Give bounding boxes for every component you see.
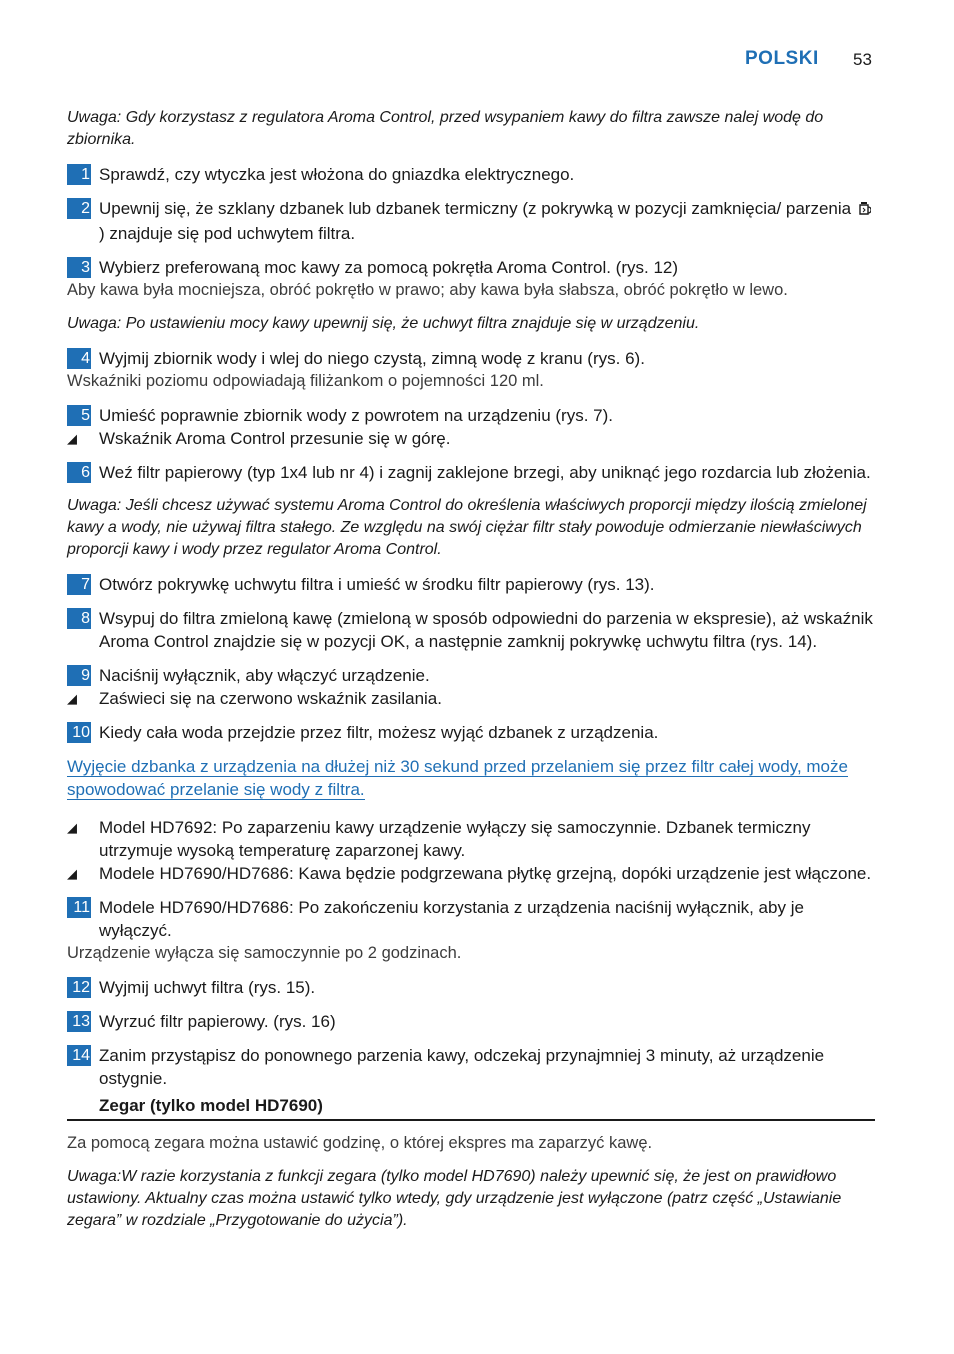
step-text: Wyjmij uchwyt filtra (rys. 15). — [99, 978, 316, 997]
bullet-text: Wskaźnik Aroma Control przesunie się w górę. — [99, 429, 451, 448]
step-number-badge: 8 — [67, 608, 91, 629]
step-number-badge: 6 — [67, 462, 91, 483]
pot-lid-icon — [857, 199, 871, 222]
section-heading: Zegar (tylko model HD7690) — [67, 1094, 875, 1121]
step-number-badge: 7 — [67, 574, 91, 595]
step-number-badge: 4 — [67, 348, 91, 369]
step-13 — [67, 1010, 875, 1033]
step-number-badge: 12 — [67, 977, 91, 998]
step-text: Wyrzuć filtr papierowy. (rys. 16) — [99, 1012, 336, 1031]
step-5 — [67, 404, 875, 427]
page-content — [67, 107, 875, 1244]
step-number-badge: 1 — [67, 164, 91, 185]
step-text: Modele HD7690/HD7686: Po zakończeniu korzystania z urządzenia naciśnij wyłącznik, aby je wyłączyć. — [99, 898, 804, 940]
bullet-text: Zaświeci się na czerwono wskaźnik zasilania. — [99, 689, 442, 708]
step-11 — [67, 896, 875, 942]
step-number-badge: 13 — [67, 1011, 91, 1032]
model-bullet-hd7690 — [67, 862, 875, 885]
bullet-arrow-icon: ◢ — [67, 691, 77, 706]
step-text: Kiedy cała woda przejdzie przez filtr, możesz wyjąć dzbanek z urządzenia. — [99, 723, 659, 742]
step-5-result — [67, 427, 875, 450]
step-text: Wybierz preferowaną moc kawy za pomocą pokrętła Aroma Control. (rys. 12) — [99, 258, 679, 277]
step-text: Otwórz pokrywkę uchwytu filtra i umieść w środku filtr papierowy (rys. 13). — [99, 575, 655, 594]
step-9 — [67, 664, 875, 687]
step-4 — [67, 347, 875, 370]
step-2 — [67, 197, 875, 245]
step-11-detail: Urządzenie wyłącza się samoczynnie po 2 godzinach. — [67, 944, 462, 962]
step-9-result — [67, 687, 875, 710]
step-text: Upewnij się, że szklany dzbanek lub dzbanek termiczny (z pokrywką w pozycji zamknięcia/ parzenia — [99, 199, 852, 218]
step-number-badge: 5 — [67, 405, 91, 426]
step-3-detail: Aby kawa była mocniejsza, obróć pokrętło w prawo; aby kawa była słabsza, obróć pokrętło w lewo. — [67, 281, 788, 299]
note-filter-holder: Uwaga: Po ustawieniu mocy kawy upewnij się, że uchwyt filtra znajduje się w urządzeniu. — [67, 315, 700, 332]
step-1 — [67, 163, 875, 186]
step-text: Weź filtr papierowy (typ 1x4 lub nr 4) i zagnij zaklejone brzegi, aby uniknąć jego rozdarcia lub złożenia. — [99, 463, 871, 482]
language-label: POLSKI — [745, 48, 819, 69]
step-number-badge: 10 — [67, 722, 91, 743]
step-text: Wyjmij zbiornik wody i wlej do niego czystą, zimną wodę z kranu (rys. 6). — [99, 349, 645, 368]
note-permanent-filter: Uwaga: Jeśli chcesz używać systemu Aroma Control do określenia właściwych proporcji między ilością zmielonej kawy a wody, nie używaj filtra stałego. Ze względu na swój ciężar filtr stały powoduje odmierzanie niewłaściwych proporcji kawy i wody przez regulator Aroma Control. — [67, 497, 867, 558]
page-number: 53 — [853, 50, 872, 69]
bullet-arrow-icon: ◢ — [67, 431, 77, 446]
note-timer: Uwaga:W razie korzystania z funkcji zegara (tylko model HD7690) należy upewnić się, że jest on prawidłowo ustawiony. Aktualny czas można ustawić tylko wtedy, gdy urządzenie jest wyłączone (patrz część „Ustawianie zegara” w rozdziale „Przygotowanie do użycia”). — [67, 1168, 842, 1229]
step-text: Sprawdź, czy wtyczka jest włożona do gniazdka elektrycznego. — [99, 165, 575, 184]
bullet-text: Modele HD7690/HD7686: Kawa będzie podgrzewana płytkę grzejną, dopóki urządzenie jest włączone. — [99, 864, 872, 883]
step-8 — [67, 607, 875, 653]
step-number-badge: 11 — [67, 897, 91, 918]
warning-text: Wyjęcie dzbanka z urządzenia na dłużej niż 30 sekund przed przelaniem się przez filtr całej wody, może spowodować przelanie się wody z filtra. — [67, 757, 848, 799]
step-number-badge: 14 — [67, 1045, 91, 1066]
bullet-text: Model HD7692: Po zaparzeniu kawy urządzenie wyłączy się samoczynnie. Dzbanek termiczny utrzymuje wysoką temperaturę zaparzonej kawy. — [99, 818, 811, 860]
note-aroma-control: Uwaga: Gdy korzystasz z regulatora Aroma Control, przed wsypaniem kawy do filtra zawsze nalej wodę do zbiornika. — [67, 109, 824, 148]
step-10 — [67, 721, 875, 744]
step-14 — [67, 1044, 875, 1090]
step-number-badge: 9 — [67, 665, 91, 686]
warning-block — [67, 755, 875, 801]
step-4-detail: Wskaźniki poziomu odpowiadają filiżankom o pojemności 120 ml. — [67, 372, 544, 390]
step-number-badge: 3 — [67, 257, 91, 278]
step-3 — [67, 256, 875, 279]
model-bullet-hd7692 — [67, 816, 875, 862]
step-text: Wsypuj do filtra zmieloną kawę (zmieloną w sposób odpowiedni do parzenia w ekspresie), aż wskaźnik Aroma Control znajdzie się w pozycji OK, a następnie zamknij pokrywkę uchwytu filtra (rys. 14). — [99, 609, 873, 651]
step-text: Naciśnij wyłącznik, aby włączyć urządzenie. — [99, 666, 430, 685]
step-7 — [67, 573, 875, 596]
step-text: Umieść poprawnie zbiornik wody z powrotem na urządzeniu (rys. 7). — [99, 406, 613, 425]
bullet-arrow-icon: ◢ — [67, 820, 77, 835]
step-text: Zanim przystąpisz do ponownego parzenia kawy, odczekaj przynajmniej 3 minuty, aż urządzenie ostygnie. — [99, 1046, 825, 1088]
section-intro: Za pomocą zegara można ustawić godzinę, o której ekspres ma zaparzyć kawę. — [67, 1134, 653, 1152]
step-text-continued: ) znajduje się pod uchwytem filtra. — [99, 224, 356, 243]
step-6 — [67, 461, 875, 484]
step-12 — [67, 976, 875, 999]
bullet-arrow-icon: ◢ — [67, 866, 77, 881]
step-number-badge: 2 — [67, 198, 91, 219]
